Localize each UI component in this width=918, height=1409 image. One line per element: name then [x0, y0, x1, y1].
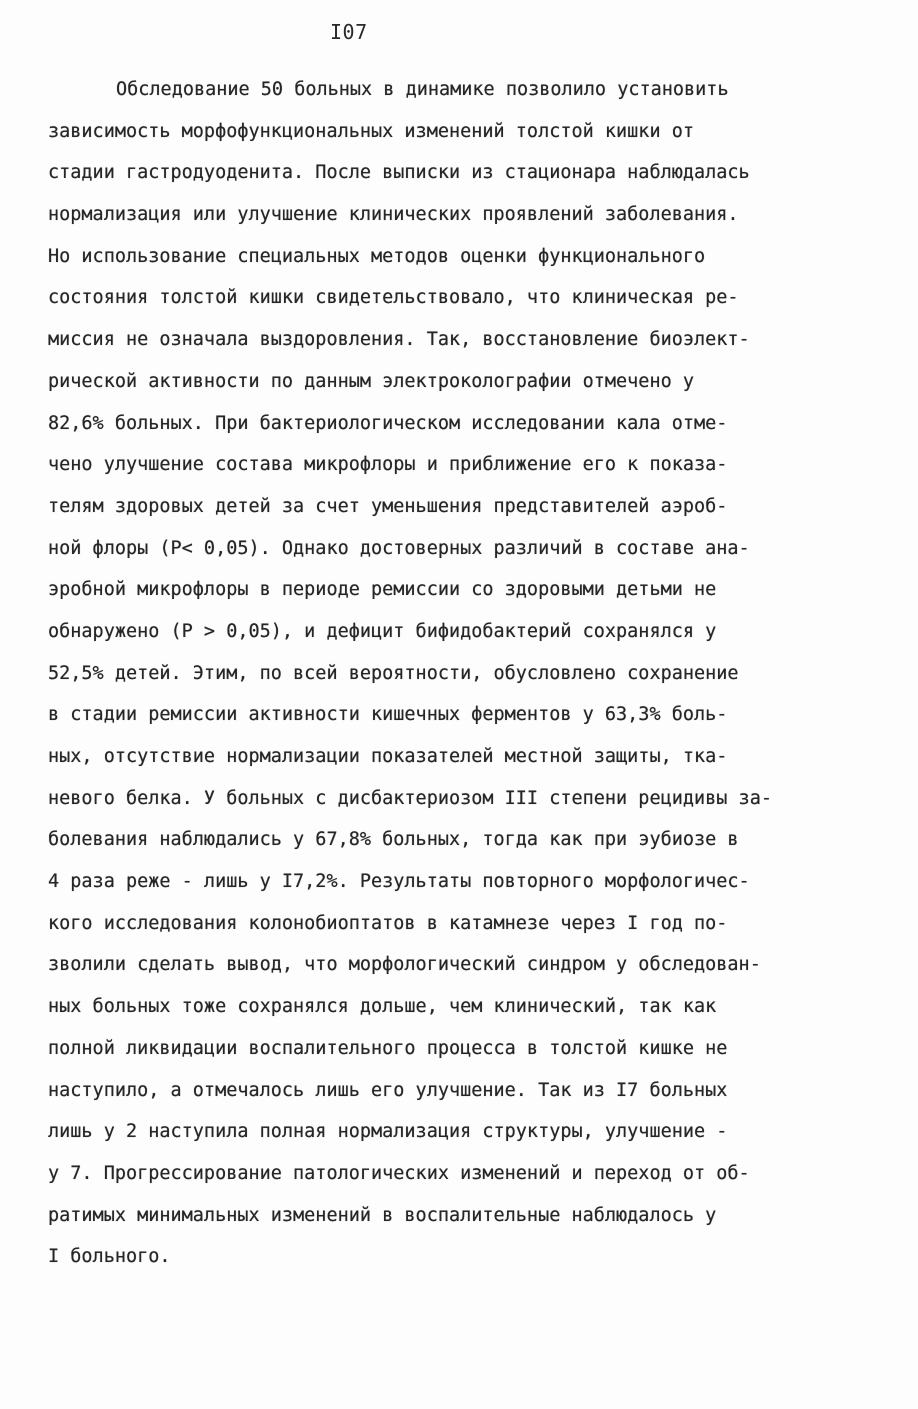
body-paragraph: [48, 69, 908, 1278]
text-line: полной ликвидации воспалительного процесса в толстой кишке не: [48, 1037, 728, 1059]
text-line: у 7. Прогрессирование патологических изменений и переход от об-: [48, 1162, 750, 1184]
text-line: кого исследования колонобиоптатов в катамнезе через I год по-: [48, 912, 728, 934]
text-line: зависимость морфофункциональных изменений толстой кишки от: [48, 120, 695, 142]
text-line: невого белка. У больных с дисбактериозом III степени рецидивы за-: [48, 787, 772, 809]
text-line: Обследование 50 больных в динамике позволило установить: [116, 79, 729, 100]
text-line: ратимых минимальных изменений в воспалительные наблюдалось у: [48, 1204, 717, 1226]
text-line: обнаружено (P > 0,05), и дефицит бифидобактерий сохранялся у: [48, 620, 717, 642]
text-line: в стадии ремиссии активности кишечных ферментов у 63,3% боль-: [48, 704, 728, 726]
text-line: ной флоры (P< 0,05). Однако достоверных различий в составе ана-: [48, 537, 750, 559]
text-line: нормализация или улучшение клинических проявлений заболевания.: [48, 204, 739, 226]
text-line: болевания наблюдались у 67,8% больных, тогда как при эубиозе в: [48, 829, 739, 851]
text-line: лишь у 2 наступила полная нормализация структуры, улучшение -: [48, 1121, 728, 1143]
text-line: 52,5% детей. Этим, по всей вероятности, обусловлено сохранение: [48, 662, 739, 684]
text-line: ных, отсутствие нормализации показателей местной защиты, тка-: [48, 746, 728, 767]
text-line: 4 раза реже - лишь у I7,2%. Результаты повторного морфологичес-: [48, 871, 750, 893]
text-line: Но использование специальных методов оценки функционального: [48, 245, 706, 267]
text-line: чено улучшение состава микрофлоры и приближение его к показа-: [48, 454, 728, 476]
text-line: наступило, а отмечалось лишь его улучшение. Так из I7 больных: [48, 1079, 728, 1101]
text-line: I больного.: [48, 1246, 171, 1268]
text-line: зволили сделать вывод, что морфологический синдром у обследован-: [48, 954, 761, 976]
text-line: телям здоровых детей за счет уменьшения представителей аэроб-: [48, 495, 728, 517]
text-line: стадии гастродуоденита. После выписки из стационара наблюдалась: [48, 162, 750, 184]
text-line: миссия не означала выздоровления. Так, восстановление биоэлект-: [48, 329, 750, 351]
text-line: состояния толстой кишки свидетельствовало, что клиническая ре-: [48, 287, 739, 309]
text-line: 82,6% больных. При бактериологическом исследовании кала отме-: [48, 412, 728, 434]
text-line: ных больных тоже сохранялся дольше, чем клинический, так как: [48, 996, 717, 1018]
text-line: эробной микрофлоры в периоде ремиссии со здоровыми детьми не: [48, 579, 717, 601]
page-number: I07: [330, 20, 368, 44]
text-line: рической активности по данным электроколографии отмечено у: [48, 370, 695, 392]
